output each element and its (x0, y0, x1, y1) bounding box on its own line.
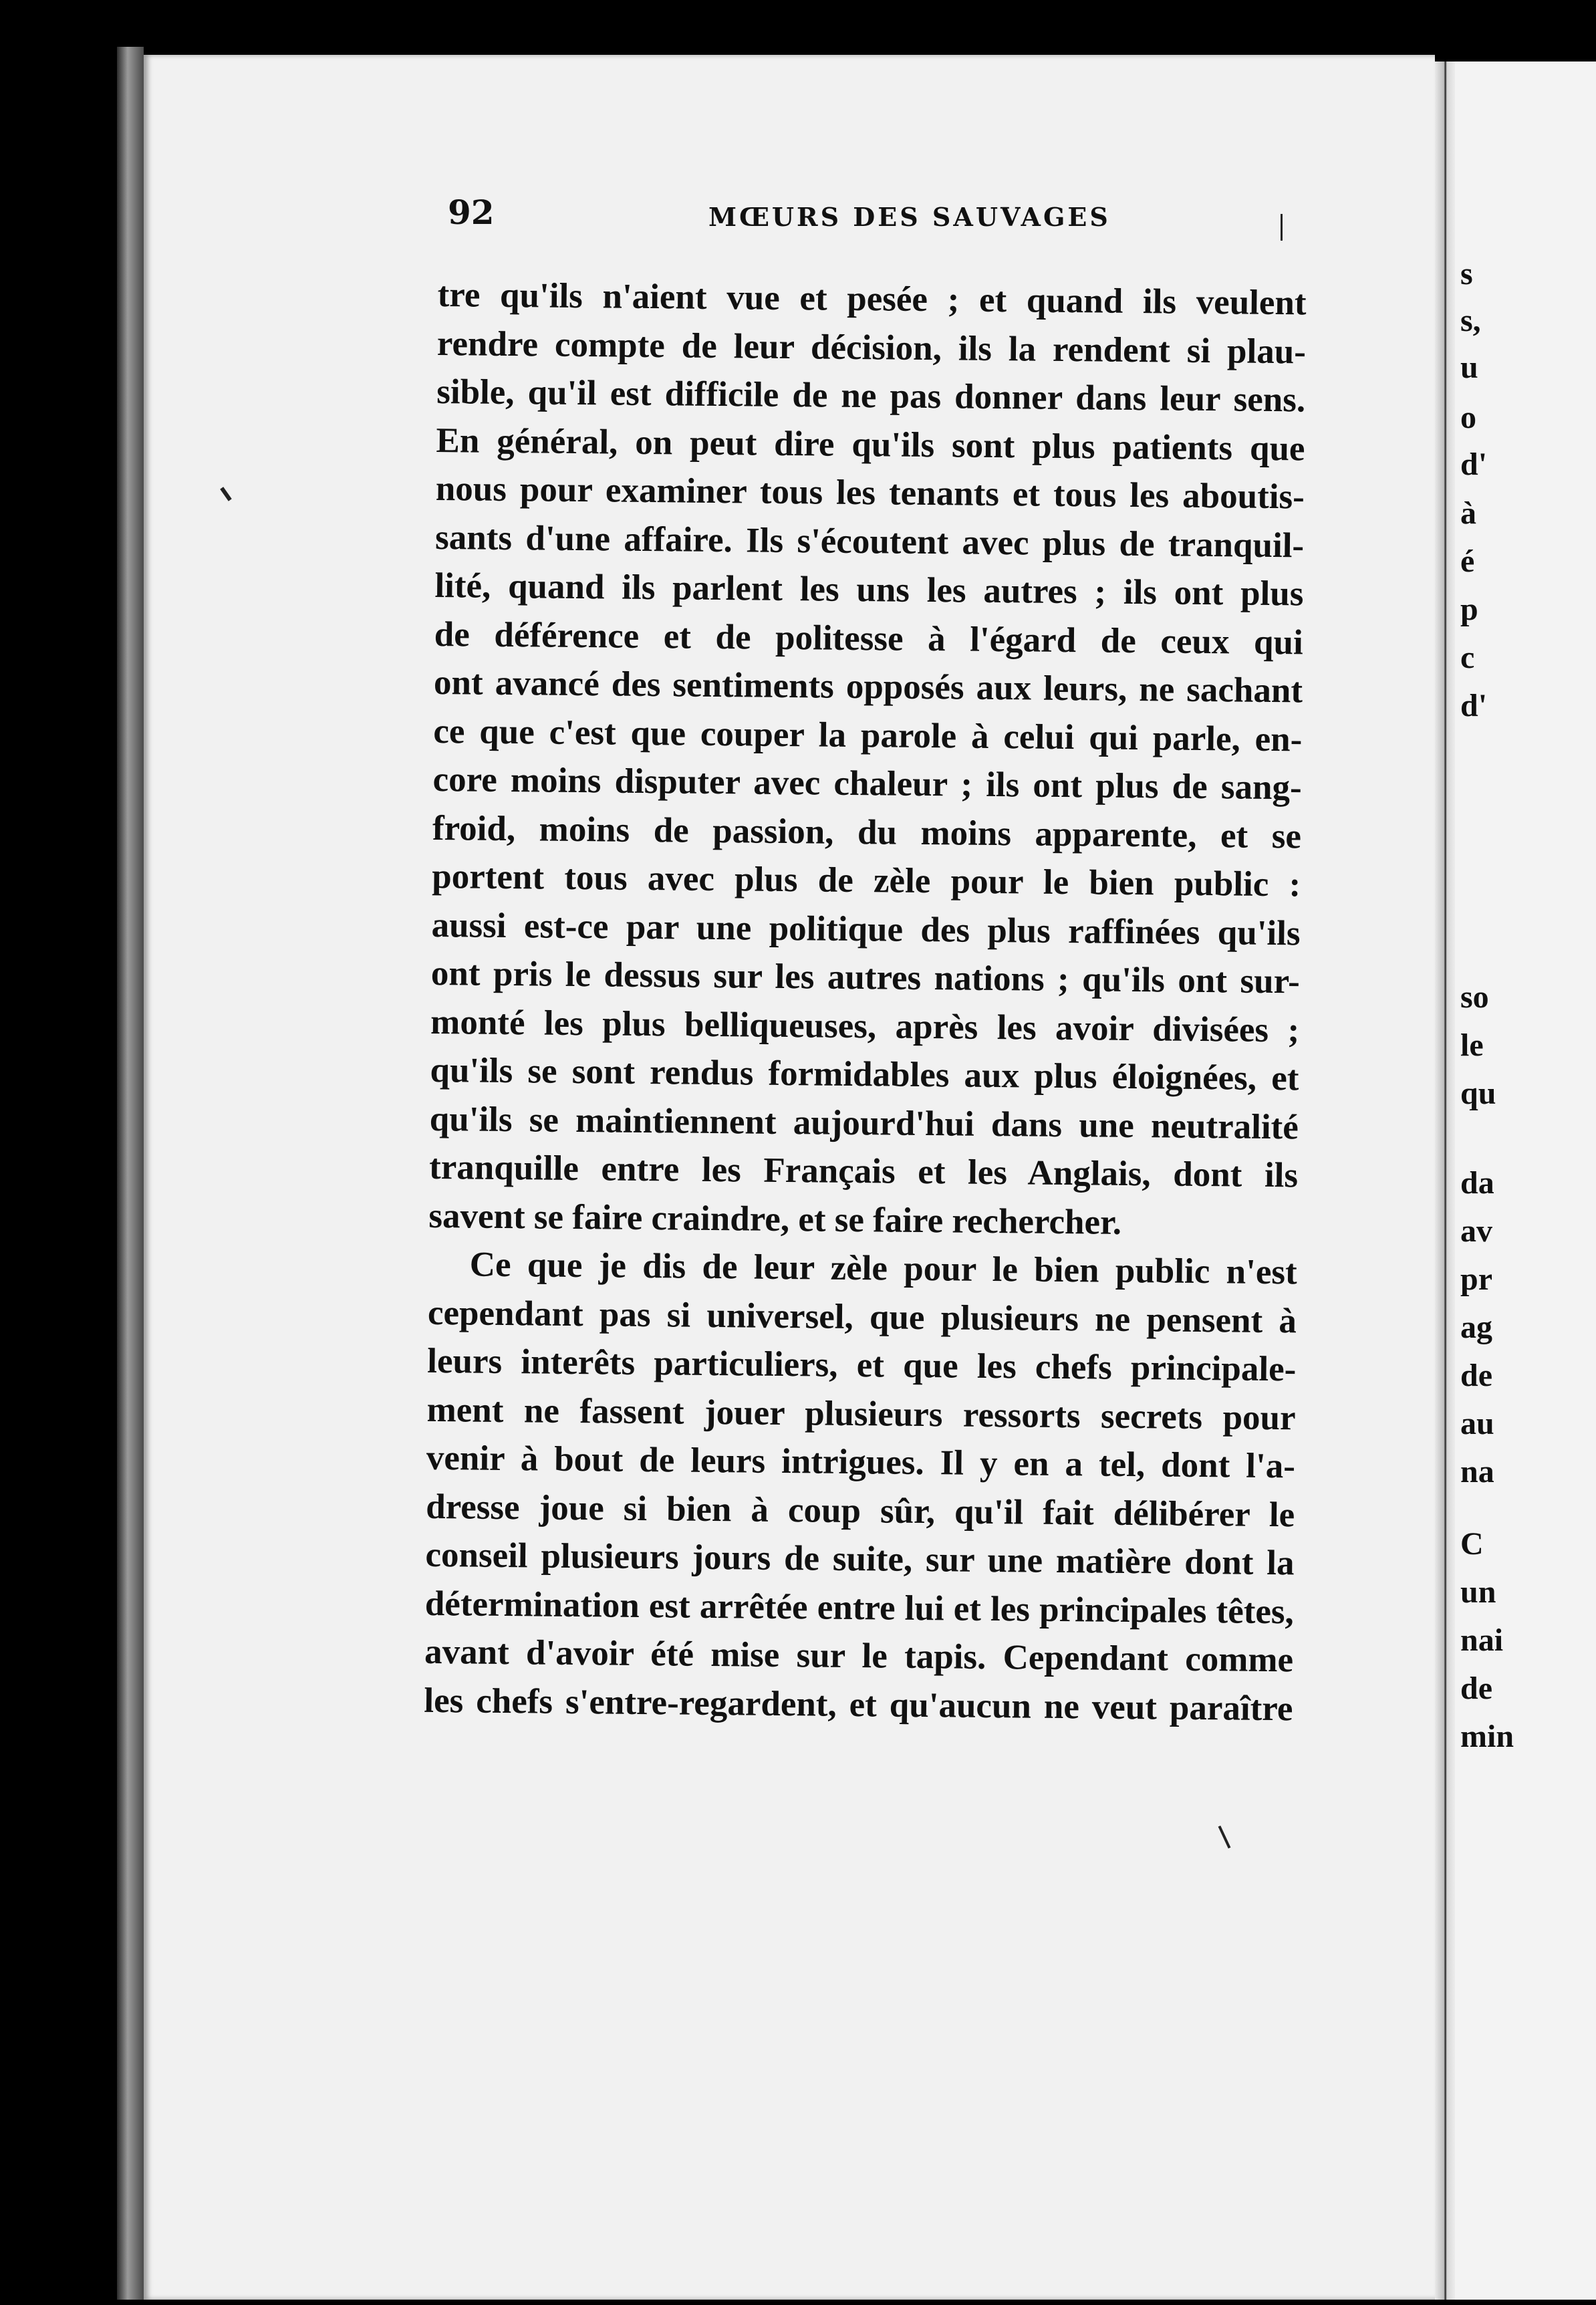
body-text (424, 271, 1307, 1733)
text-line: cependant pas si universel, que plusieurs ne pensent à (427, 1293, 1297, 1340)
facing-fragment: d' (1460, 688, 1488, 723)
facing-fragment: p (1460, 592, 1478, 627)
text-line: tranquille entre les Français et les Anglais, dont ils (428, 1147, 1299, 1195)
text-line: ce que c'est que couper la parole à celui qui parle, en- (433, 711, 1303, 759)
facing-fragment: u (1460, 350, 1478, 385)
page-header (448, 193, 1330, 253)
facing-fragment: C (1460, 1526, 1484, 1562)
text-line: venir à bout de leurs intrigues. Il y en a tel, dont l'a- (426, 1438, 1296, 1486)
facing-fragment: da (1460, 1165, 1494, 1201)
facing-fragment: so (1460, 979, 1489, 1015)
text-line: core moins disputer avec chaleur ; ils ont plus de sang- (432, 759, 1302, 808)
text-line: En général, on peut dire qu'ils sont plus patients que (436, 420, 1305, 468)
book-edge (117, 47, 144, 2300)
paragraph-2 (424, 1240, 1297, 1733)
text-line: rendre compte de leur décision, ils la rendent si plau- (436, 324, 1307, 371)
facing-fragment: pr (1460, 1261, 1492, 1297)
text-line: savent se faire craindre, et se faire rechercher. (428, 1196, 1122, 1242)
page-number: 92 (448, 193, 495, 232)
facing-fragment: s, (1460, 303, 1481, 338)
facing-fragment: ag (1460, 1310, 1492, 1345)
facing-fragment: min (1460, 1719, 1514, 1754)
facing-fragment: o (1460, 400, 1476, 435)
facing-fragment: un (1460, 1574, 1496, 1610)
text-line: qu'ils se maintiennent aujourd'hui dans une neutralité (429, 1099, 1299, 1146)
text-line: nous pour examiner tous les tenants et tous les aboutis- (435, 469, 1305, 517)
facing-fragment: s (1460, 256, 1473, 291)
text-line: avant d'avoir été mise sur le tapis. Cependant comme (424, 1632, 1294, 1680)
facing-fragment: nai (1460, 1622, 1504, 1658)
text-line: ont avancé des sentiments opposés aux leurs, ne sachant (433, 662, 1303, 711)
paragraph-1 (428, 271, 1307, 1248)
text-line: monté les plus belliqueuses, après les avoir divisées ; (430, 1002, 1300, 1050)
facing-fragment: qu (1460, 1076, 1496, 1111)
text-line: lité, quand ils parlent les uns les autres ; ils ont plus (434, 566, 1304, 614)
text-line: de déférence et de politesse à l'égard de ceux qui (434, 614, 1304, 662)
text-line: froid, moins de passion, du moins apparente, et se (432, 808, 1302, 856)
facing-fragment: na (1460, 1454, 1494, 1489)
scan-speck (1281, 214, 1283, 241)
text-line: portent tous avec plus de zèle pour le bien public : (432, 856, 1301, 904)
facing-fragment: à (1460, 495, 1476, 531)
facing-fragment: c (1460, 640, 1475, 675)
running-head: MŒURS DES SAUVAGES (708, 202, 1111, 232)
text-line: Ce que je dis de leur zèle pour le bien public n'est (469, 1245, 1297, 1292)
facing-fragment: le (1460, 1027, 1484, 1063)
facing-fragment: é (1460, 543, 1475, 579)
text-line: sants d'une affaire. Ils s'écoutent avec plus de tranquil- (434, 517, 1305, 565)
book-gutter (1435, 62, 1455, 2300)
facing-fragment: d' (1460, 447, 1488, 482)
facing-page (1455, 62, 1596, 2300)
text-line: dresse joue si bien à coup sûr, qu'il fait délibérer le (425, 1487, 1295, 1534)
text-line: détermination est arrêtée entre lui et les principales têtes, (424, 1584, 1295, 1631)
text-line: les chefs s'entre-regardent, et qu'aucun ne veut paraître (424, 1681, 1293, 1728)
text-line: leurs interêts particuliers, et que les chefs principale- (427, 1341, 1297, 1389)
text-line: tre qu'ils n'aient vue et pesée ; et quand ils veulent (437, 275, 1307, 323)
text-line: conseil plusieurs jours de suite, sur une matière dont la (425, 1535, 1295, 1583)
facing-fragment: av (1460, 1213, 1492, 1249)
text-line: ont pris le dessus sur les autres nations ; qu'ils ont sur- (430, 953, 1301, 1001)
text-line: qu'ils se sont rendus formidables aux plus éloignées, et (430, 1050, 1299, 1098)
facing-fragment: au (1460, 1406, 1494, 1441)
facing-fragment: de (1460, 1671, 1492, 1706)
text-line: aussi est-ce par une politique des plus raffinées qu'ils (431, 905, 1301, 953)
text-line: sible, qu'il est difficile de ne pas donner dans leur sens. (436, 372, 1306, 420)
text-line: ment ne fassent jouer plusieurs ressorts secrets pour (426, 1390, 1296, 1437)
facing-fragment: de (1460, 1358, 1492, 1393)
